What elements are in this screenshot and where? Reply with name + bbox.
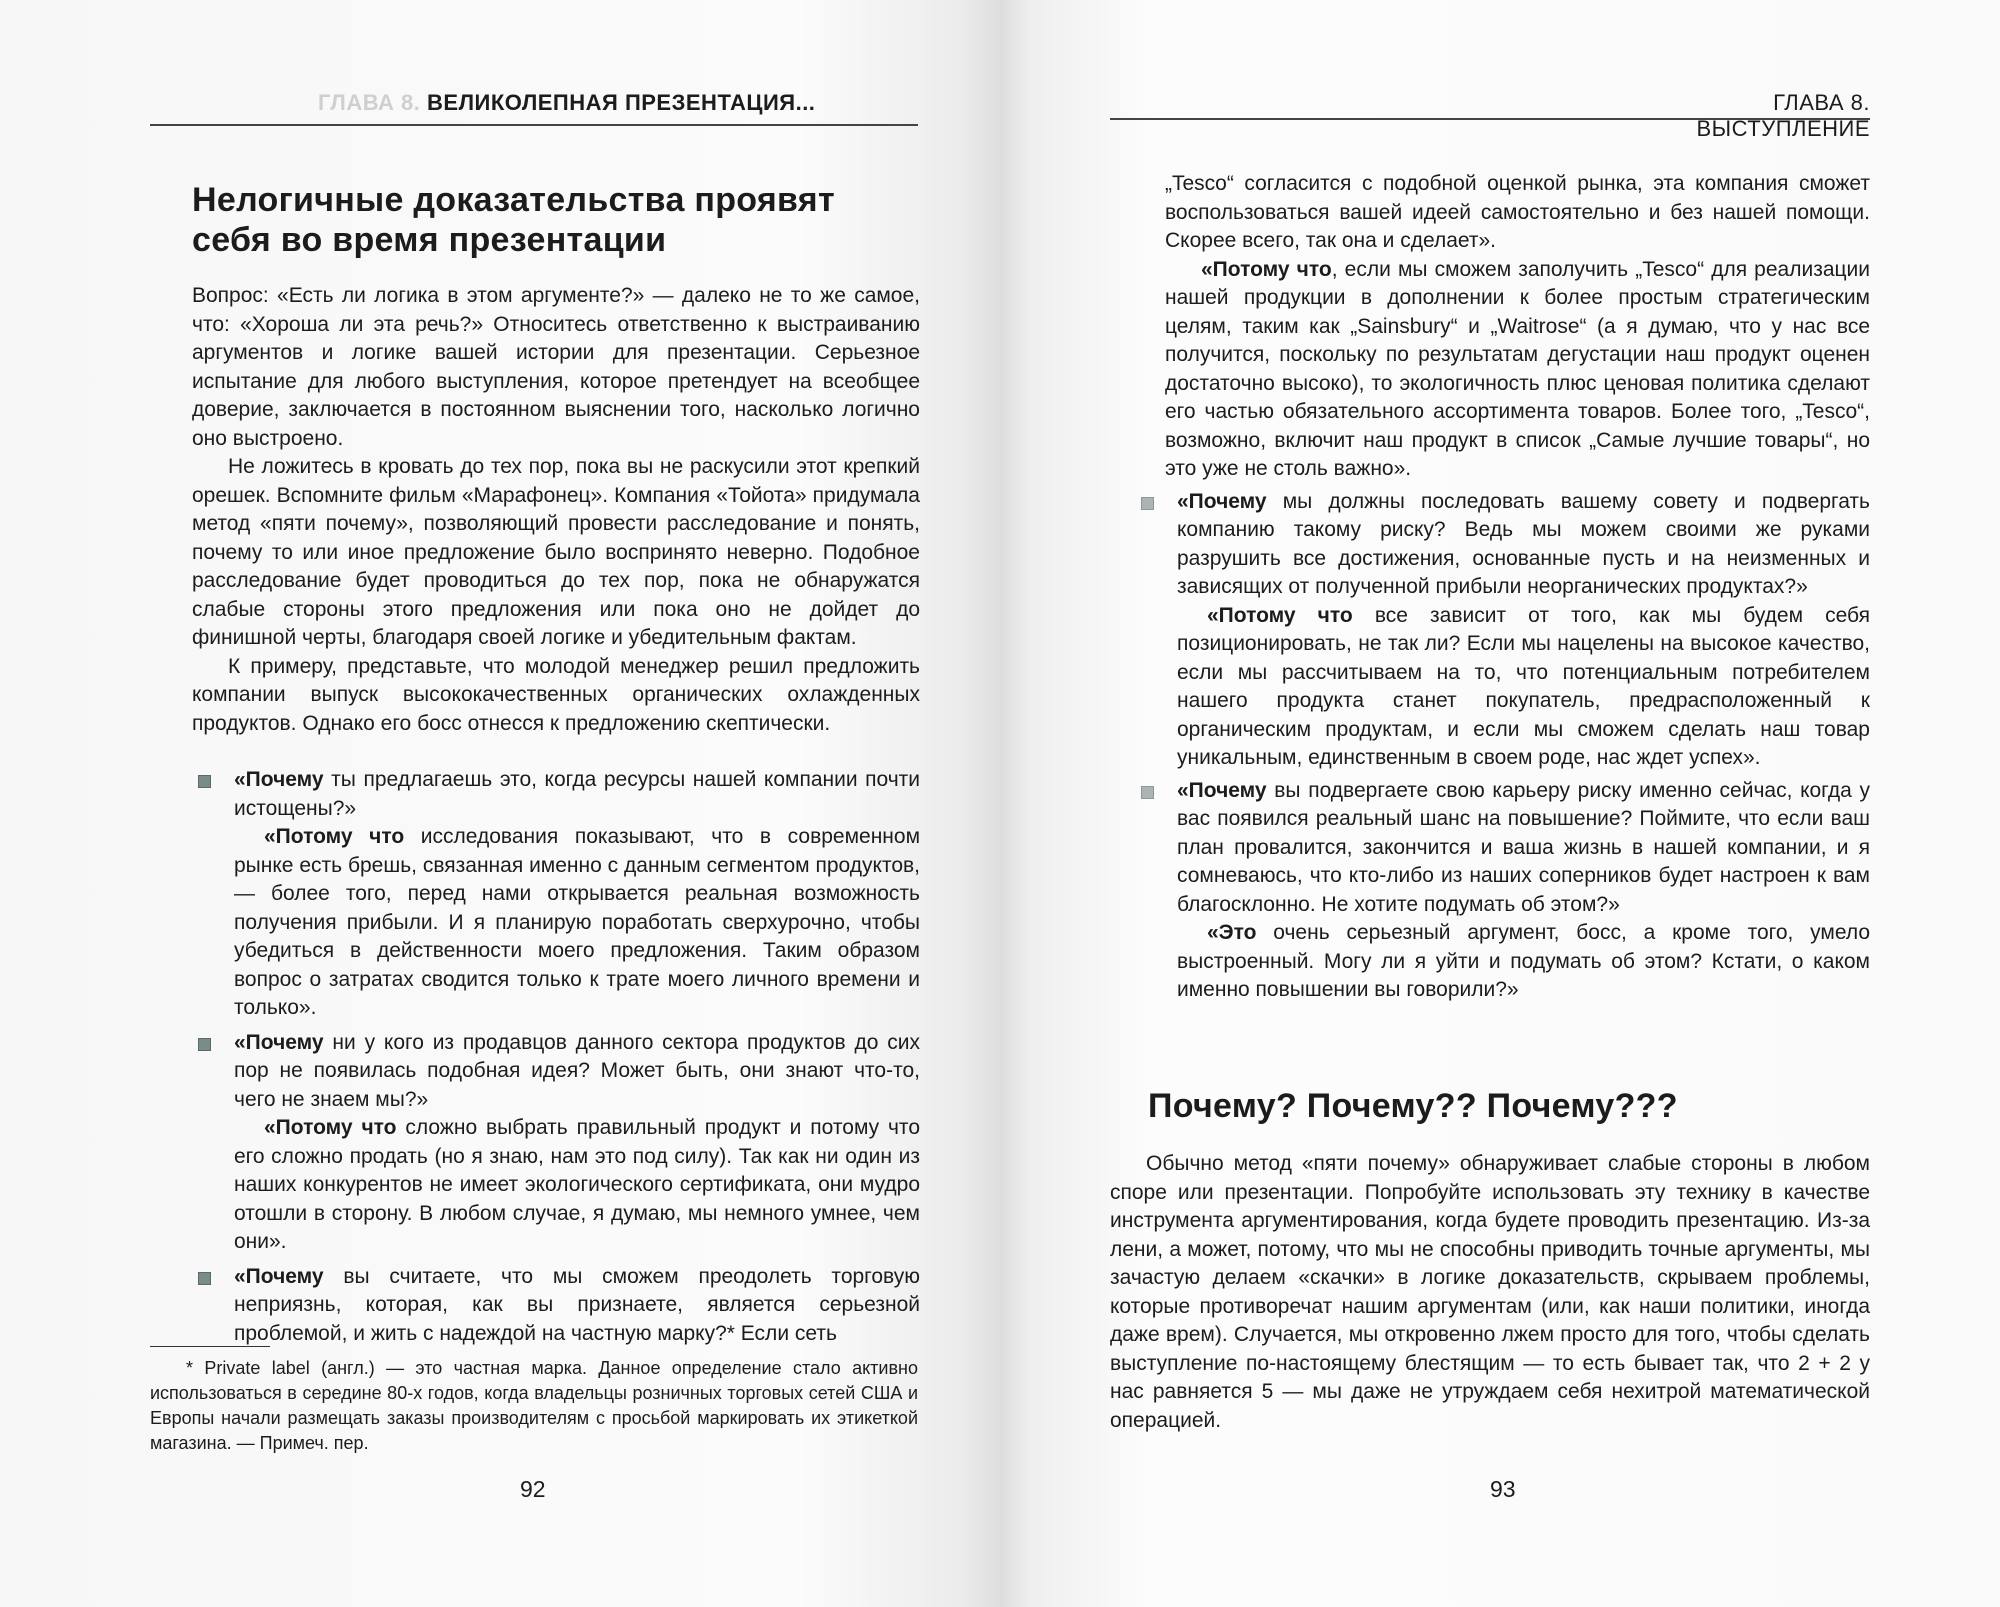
bullet-question: «Почему вы считаете, что мы сможем преодолеть торговую неприязнь, которая, как вы признаете, является серьезной проблемой, и жить с надеждой на частную марку?* Если сеть [234, 1264, 920, 1345]
bullet-square-icon [198, 1038, 211, 1051]
left-header-title: ВЕЛИКОЛЕПНАЯ ПРЕЗЕНТАЦИЯ... [427, 90, 816, 115]
paragraph: Не ложитесь в кровать до тех пор, пока вы не раскусили этот крепкий орешек. Вспомните фильм «Марафонец». Компания «Тойота» придумала метод «пяти почему», позволяющий провести расследование и понять, почему то или иное предложение было воспринято неверно. Подобное расследование будет проводиться до тех пор, пока не обнаружатся слабые стороны этого предложения или пока оно не дойдет до финишной черты, благодаря своей логике и убедительным фактам. [192, 455, 920, 649]
bullet-item [1135, 488, 1870, 602]
right-section-heading: Почему? Почему?? Почему??? [1148, 1087, 1678, 1125]
page-number-right: 93 [1490, 1476, 1516, 1502]
bullet-square-icon [198, 1272, 211, 1285]
paragraph: К примеру, представьте, что молодой менеджер решил предложить компании выпуск высококачественных органических охлажденных продуктов. Однако его босс отнесся к предложению скептически. [192, 654, 920, 735]
bullet-answer: «Потому что все зависит от того, как мы будем себя позиционировать, не так ли? Если мы нацелены на высокое качество, если мы рассчитываем на то, что потенциальным потребителем нашего продукта станет покупатель, предрасположенный к органическим продуктам, и если мы сможем сделать наш товар уникальным, единственным в своем роде, нас ждет успех». [1177, 603, 1870, 769]
bullet-item [192, 766, 920, 823]
left-body [192, 282, 920, 738]
left-bullet-list [192, 760, 920, 1348]
bullet-item [192, 1029, 920, 1115]
left-section-heading: Нелогичные доказательства проявят себя во время презентации [192, 181, 835, 259]
bullet-answer: «Это очень серьезный аргумент, босс, а кроме того, умело выстроенный. Могу ли я уйти и подумать об этом? Кстати, о каком именно повышении вы говорили?» [1177, 921, 1870, 1001]
bullet-question: «Почему вы подвергаете свою карьеру риску именно сейчас, когда у вас появился реальный шанс на повышение? Поймите, что если ваш план провалится, закончится и ваша жизнь в нашей компании, и я сомневаюсь, что кто-либо из наших соперников будет настроен к вам благосклонно. Не хотите подумать об этом?» [1177, 778, 1870, 916]
bullet-question: «Почему мы должны последовать вашему совету и подвергать компанию такому риску? Ведь мы можем своими же руками разрушить все достижения, основанные пусть и на неизменных и зависящих от полученной прибыли неорганических продуктах?» [1177, 489, 1870, 598]
footnote-rule [150, 1346, 270, 1347]
right-header-rule [1110, 118, 1870, 120]
left-running-header [318, 90, 815, 116]
bullet-answer: «Потому что сложно выбрать правильный продукт и потому что его сложно продать (но я знаю, нам это под силу). Так как ни один из наших конкурентов не имеет экологического сертификата, они мудро отошли в сторону. В любом случае, я думаю, мы немного умнее, чем они». [234, 1116, 920, 1253]
bullet-item [192, 1263, 920, 1349]
left-header-faded: ГЛАВА 8. [318, 90, 421, 115]
paragraph: Вопрос: «Есть ли логика в этом аргументе?» — далеко не то же самое, что: «Хороша ли эта речь?» Относитесь ответственно к выстраиванию аргументов и логике вашей истории для презентации. Серьезное испытание для любого выступления, которое претендует на всеобщее доверие, заключается в постоянном выяснении того, насколько логично оно выстроено. [192, 284, 920, 450]
bullet-square-icon [1141, 497, 1154, 510]
bullet-question: «Почему ты предлагаешь это, когда ресурсы нашей компании почти истощены?» [234, 768, 920, 820]
right-body [1165, 170, 1870, 1005]
continuation-paragraph: „Tesco“ согласится с подобной оценкой рынка, эта компания сможет воспользоваться вашей идеей самостоятельно и без нашей помощи. Скорее всего, так она и сделает». [1165, 172, 1870, 252]
right-bullet-list [1165, 488, 1870, 1005]
right-running-header: ГЛАВА 8. ВЫСТУПЛЕНИЕ [1696, 90, 1870, 141]
right-closing [1110, 1150, 1870, 1435]
bullet-item [1135, 777, 1870, 920]
bullet-square-icon [198, 775, 211, 788]
bullet-square-icon [1141, 786, 1154, 799]
answer-paragraph: «Потому что, если мы сможем заполучить „Tesco“ для реализации нашей продукции в дополнении к более простым стратегическим целям, таким как „Sainsbury“ и „Waitrose“ (а я думаю, что у нас все получится, поскольку по результатам дегустации наш продукт оценен достаточно высоко), то экологичность плюс ценовая политика сделают его частью обязательного ассортимента товаров. Более того, „Tesco“, возможно, включит наш продукт в список „Самые лучшие товары“, но это уже не столь важно». [1165, 257, 1870, 480]
bullet-answer: «Потому что исследования показывают, что в современном рынке есть брешь, связанная именно с данным сегментом продуктов, — более того, перед нами открывается реальная возможность получения прибыли. И я планирую поработать сверхурочно, чтобы убедиться в действенности моего предложения. Таким образом вопрос о затратах сводится только к трате моего личного времени и только». [234, 825, 921, 1019]
bullet-question: «Почему ни у кого из продавцов данного сектора продуктов до сих пор не появилась подобная идея? Может быть, они знают что-то, чего не знаем мы?» [234, 1030, 920, 1111]
footnote: * Private label (англ.) — это частная марка. Данное определение стало активно использоваться в середине 80-х годов, когда владельцы розничных торговых сетей США и Европы начали размещать заказы производителям с просьбой маркировать их этикеткой магазина. — Примеч. пер. [150, 1358, 918, 1453]
left-header-rule [150, 124, 918, 126]
page-number-left: 92 [520, 1476, 546, 1502]
closing-paragraph: Обычно метод «пяти почему» обнаруживает слабые стороны в любом споре или презентации. Попробуйте использовать эту технику в качестве инструмента аргументирования, когда будете проводить презентацию. Из-за лени, а может, потому, что мы не способны приводить точные аргументы, мы зачастую делаем «скачки» в логике доказательств, скрываем проблемы, которые противоречат нашим аргументам (или, как наши политики, иногда даже врем). Случается, мы откровенно лжем просто для того, чтобы сделать выступление по-настоящему блестящим — то есть бывает так, что 2 + 2 у нас равняется 5 — мы даже не утруждаем себя нехитрой математической операцией. [1110, 1152, 1870, 1432]
